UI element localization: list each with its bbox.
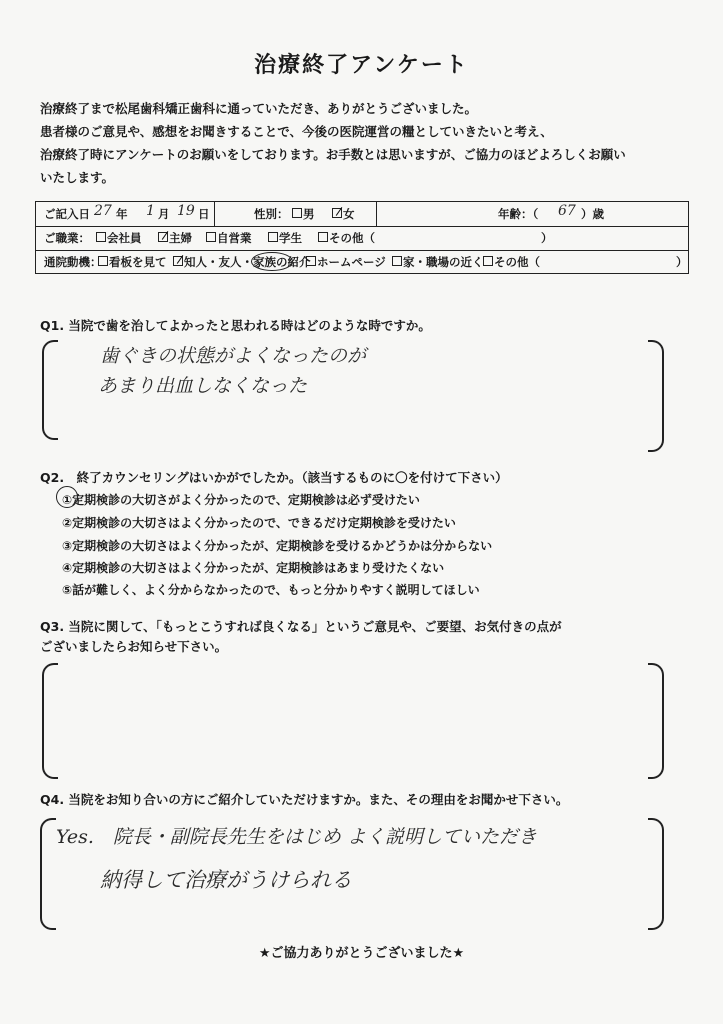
checkbox-checked-icon [158,232,168,242]
motive-option-label: 看板を見て [109,255,167,269]
motive-option-label: 家・職場の近く [403,255,484,269]
intro-text [40,101,626,193]
age-unit: ）歳 [581,207,604,221]
info-row-occupation [36,226,688,251]
checkbox-icon [483,256,493,266]
date-day-unit: 日 [198,207,210,221]
occupation-option[interactable] [268,230,302,246]
answer-bracket-left [42,340,58,440]
age-label: 年齢：（ [498,207,539,221]
answer-bracket-right [648,340,664,452]
q3-question-line: Q3. 当院に関して、「もっとこうすれば良くなる」というご意見や、ご要望、お気付きの点が [40,619,562,634]
occupation-option-label: 学生 [279,231,302,245]
motive-option-label: ホームページ [317,255,386,269]
q2-option[interactable]: ①定期検診の大切さがよく分かったので、定期検診は必ず受けたい [62,493,420,507]
q2-question: Q2. 終了カウンセリングはいかがでしたか。（該当するものに〇を付けて下さい） [40,470,508,485]
occupation-option[interactable] [206,230,252,246]
intro-line: 患者様のご意見や、感想をお聞きすることで、今後の医院運営の糧としていきたいと考え、 [40,124,553,139]
q2-option[interactable]: ②定期検診の大切さはよく分かったので、できるだけ定期検診を受けたい [62,516,456,530]
motive-option-label: その他（ [494,255,540,269]
answer-bracket-right [648,663,664,779]
date-year-value: 27 [94,203,112,219]
divider [376,202,377,226]
gender-male-label: 男 [303,207,315,221]
gender-male-option[interactable] [292,206,315,222]
q3-question-line: ございましたらお知らせ下さい。 [40,639,228,654]
divider [214,202,215,226]
q2-option[interactable]: ④定期検診の大切さはよく分かったが、定期検診はあまり受けたくない [62,561,445,575]
q1-answer-line: あまり出血しなくなった [98,375,308,397]
checkbox-icon [292,208,302,218]
footer-thanks: ★ご協力ありがとうございました★ [258,946,465,961]
checkbox-icon [98,256,108,266]
q4-question: Q4. 当院をお知り合いの方にご紹介していただけますか。また、その理由をお聞かせ下さい。 [40,792,569,807]
intro-line: 治療終了時にアンケートのお願いをしております。お手数とは思いますが、ご協力のほどよろしくお願い [40,147,626,162]
q2-option[interactable]: ③定期検診の大切さはよく分かったが、定期検診を受けるかどうかは分からない [62,539,493,553]
checkbox-icon [206,232,216,242]
handwritten-circle-mark [56,486,78,508]
occupation-close: ） [541,231,553,245]
q4-answer-line: 納得して治療がうけられる [100,868,352,892]
occupation-option-label: 会社員 [107,231,142,245]
occupation-option[interactable] [96,230,142,246]
motive-label: 通院動機： [44,255,102,269]
date-label: ご記入日 [44,207,90,221]
occupation-option-label: その他（ [329,231,375,245]
occupation-option-label: 主婦 [169,231,192,245]
occupation-label: ご職業： [44,231,90,245]
checkbox-icon [392,256,402,266]
checkbox-checked-icon [173,256,183,266]
gender-female-option[interactable] [332,206,355,222]
checkbox-icon [306,256,316,266]
checkbox-checked-icon [332,208,342,218]
answer-bracket-right [648,818,664,930]
occupation-option[interactable] [158,230,192,246]
info-row-motive [36,250,688,274]
occupation-option[interactable] [318,230,375,246]
gender-label: 性別： [254,207,289,221]
date-month-value: 1 [146,203,155,219]
intro-line: いたします。 [40,170,115,185]
q1-answer-line: 歯ぐきの状態がよくなったのが [100,345,367,367]
gender-female-label: 女 [343,207,355,221]
handwritten-circle-mark [251,252,293,271]
q2-option[interactable]: ⑤話が難しく、よく分からなかったので、もっと分かりやすく説明してほしい [62,583,480,597]
occupation-option-label: 自営業 [217,231,252,245]
age-value: 67 [558,203,576,219]
answer-bracket-left [42,663,58,779]
motive-option[interactable] [98,254,167,270]
checkbox-icon [318,232,328,242]
q1-question: Q1. 当院で歯を治してよかったと思われる時はどのような時ですか。 [40,318,431,333]
motive-close: ） [676,255,688,269]
intro-line: 治療終了まで松尾歯科矯正歯科に通っていただき、ありがとうございました。 [40,101,478,116]
info-row-date-gender-age [36,202,688,227]
patient-info-table [35,201,689,274]
checkbox-icon [268,232,278,242]
motive-option-label: 知人・友人・家族の紹介 [184,255,311,269]
date-day-value: 19 [177,203,195,219]
date-year-unit: 年 [116,207,128,221]
page-title: 治療終了アンケート [254,53,469,78]
checkbox-icon [96,232,106,242]
date-month-unit: 月 [158,207,170,221]
answer-bracket-left [40,818,56,930]
q4-answer-line: Yes. 院長・副院長先生をはじめ よく説明していただき [56,826,537,848]
motive-option[interactable] [483,254,540,270]
motive-option[interactable] [306,254,386,270]
motive-option[interactable] [392,254,484,270]
